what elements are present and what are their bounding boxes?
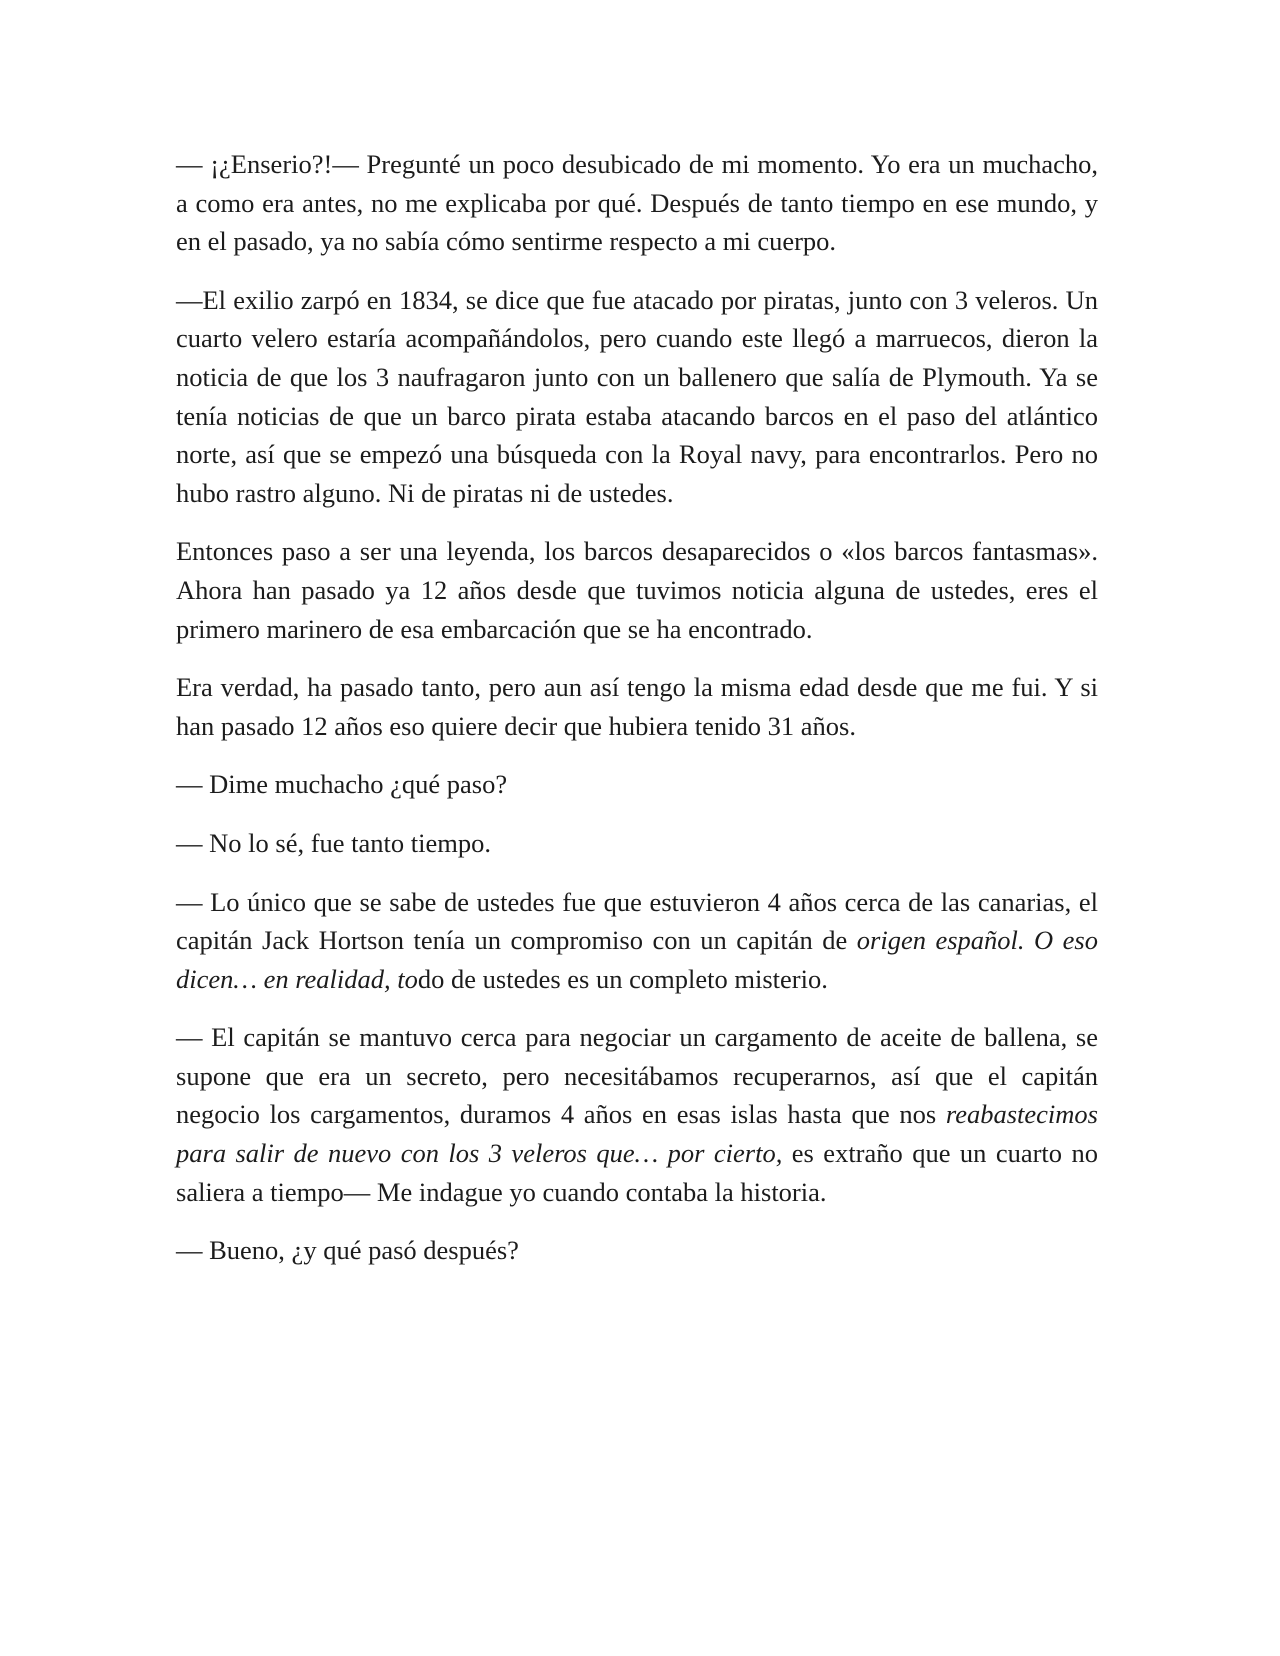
paragraph-9 [176, 1231, 1098, 1270]
paragraph-text: — Bueno, ¿y qué pasó después? [176, 1235, 519, 1266]
paragraph-text: — El capitán se mantuvo cerca para negociar un cargamento de aceite de ballena, se supone que era un secreto, pero necesitábamos recuperarnos, así que el capitán negocio los cargamentos, duramos 4 años en esas islas hasta que nos [176, 1022, 1098, 1130]
paragraph-2 [176, 281, 1098, 513]
paragraph-text: do de ustedes es un completo misterio. [417, 963, 828, 994]
italic-text: reabastecimos para salir de nuevo con los 3 veleros que… por cierto, [176, 1099, 1098, 1169]
paragraph-1 [176, 145, 1098, 261]
document-page [176, 145, 1098, 1290]
italic-text: origen español. O eso dicen… en realidad, to [176, 925, 1098, 994]
paragraph-text: — ¡¿Enserio?!— Pregunté un poco desubicado de mi momento. Yo era un muchacho, a como era antes, no me explicaba por qué. Después de tanto tiempo en ese mundo, y en el pasado, ya no sabía cómo sentirme respecto a mi cuerpo. [176, 149, 1098, 257]
paragraph-text: — Lo único que se sabe de ustedes fue que estuvieron 4 años cerca de las canarias, el capitán Jack Hortson tenía un compromiso con un capitán de [176, 886, 1098, 956]
paragraph-text: Era verdad, ha pasado tanto, pero aun así tengo la misma edad desde que me fui. Y si han pasado 12 años eso quiere decir que hubiera tenido 31 años. [176, 672, 1098, 741]
paragraph-6 [176, 824, 1098, 863]
paragraph-text: — Dime muchacho ¿qué paso? [176, 769, 508, 800]
paragraph-text: — No lo sé, fue tanto tiempo. [176, 827, 491, 858]
paragraph-4 [176, 668, 1098, 745]
paragraph-3 [176, 532, 1098, 648]
paragraph-text: —El exilio zarpó en 1834, se dice que fue atacado por piratas, junto con 3 veleros. Un cuarto velero estaría acompañándolos, pero cuando este llegó a marruecos, dieron la noticia de que los 3 naufragaron junto con un ballenero que salía de Plymouth. Ya se tenía noticias de que un barco pirata estaba atacando barcos en el paso del atlántico norte, así que se empezó una búsqueda con la Royal navy, para encontrarlos. Pero no hubo rastro alguno. Ni de piratas ni de ustedes. [176, 284, 1098, 508]
paragraph-text: Entonces paso a ser una leyenda, los barcos desaparecidos o «los barcos fantasmas». Ahora han pasado ya 12 años desde que tuvimos noticia alguna de ustedes, eres el primero marinero de esa embarcación que se ha encontrado. [176, 536, 1098, 644]
paragraph-text: es extraño que un cuarto no saliera a tiempo— Me indague yo cuando contaba la historia. [176, 1138, 1098, 1207]
paragraph-5 [176, 765, 1098, 804]
paragraph-7 [176, 883, 1098, 999]
paragraph-8 [176, 1018, 1098, 1211]
